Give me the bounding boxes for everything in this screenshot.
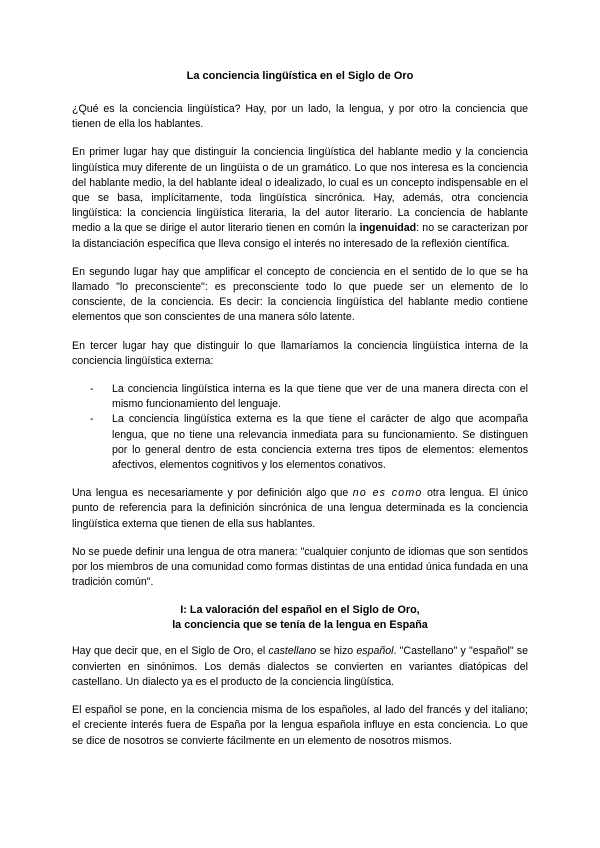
section-heading: [72, 603, 528, 633]
paragraph-espanol: El español se pone, en la conciencia misma de los españoles, al lado del francés y del italiano; el creciente interés fuera de España por la lengua española influye en esta conciencia. Lo que se dice de nosotros se convierte fácilmente en un elemento de nosotros mismos.: [72, 704, 528, 747]
paragraph-first-point-text-end: : no se caracterizan por la distanciación específica que lleva consigo el interés no interesado de la reflexión científica.: [72, 222, 528, 250]
list-item: [90, 412, 528, 473]
dash-list: [72, 382, 528, 473]
paragraph-first-point: [72, 145, 528, 251]
paragraph-second-point: En segundo lugar hay que amplificar el concepto de conciencia en el sentido de lo que se ha llamado "lo preconsciente": es preconsciente todo lo que puede ser un elemento de lo consciente, de la conciencia. Es decir: la conciencia lingüística del hablante medio contiene elementos que son conscientes de una manera sólo latente.: [72, 265, 528, 324]
paragraph-third-point: En tercer lugar hay que distinguir lo que llamaríamos la conciencia lingüística interna de la conciencia lingüística externa:: [72, 339, 528, 367]
paragraph-castellano-text-end: . "Castellano" y "español" se convierten en sinónimos. Los demás dialectos se convierten en variantes diatópicas del castellano. Un dialecto ya es el producto de la conciencia lingüística.: [72, 645, 528, 688]
section-heading-line1: I: La valoración del español en el Siglo de Oro,: [180, 604, 420, 617]
section-heading-line2: la conciencia que se tenía de la lengua en España: [172, 619, 428, 632]
list-item: [90, 382, 528, 412]
list-item-text: La conciencia lingüística externa es la que tiene el carácter de algo que acompaña lengua, que no tiene una relevancia inmediata para su funcionamiento. Se distinguen por lo general dentro de esta conciencia externa tres tipos de elementos: elementos afectivos, elementos cognitivos y los elementos conativos.: [112, 413, 528, 472]
bold-term-ingenuidad: ingenuidad: [359, 222, 417, 235]
paragraph-castellano-text: Hay que decir que, en el Siglo de Oro, el: [72, 645, 266, 658]
paragraph-first-point-text: En primer lugar hay que distinguir la conciencia lingüística del hablante medio y la conciencia lingüística muy diferente de un lingüista o de un gramático. Lo que nos interesa es la conciencia del hablante medio, la del hablante ideal o idealizado, lo cual es un concepto indispensable en el que se basa, implícitamente, toda lingüística sincrónica. Hay, además, otra conciencia lingüística: la conciencia lingüística literaria, la del autor literario. La conciencia de hablante medio a la que se dirige el autor literario tienen en común la: [72, 146, 528, 235]
italic-castellano: castellano: [268, 645, 317, 658]
list-item-text: La conciencia lingüística interna es la que tiene que ver de una manera directa con el mismo funcionamiento del lenguaje.: [112, 383, 528, 411]
document-title: La conciencia lingüística en el Siglo de Oro: [186, 70, 414, 82]
paragraph-castellano: [72, 644, 528, 690]
paragraph-definition: [72, 486, 528, 532]
list-dash: -: [90, 383, 94, 396]
paragraph-quote: No se puede definir una lengua de otra manera: "cualquier conjunto de idiomas que son sentidos por los miembros de una comunidad como formas distintas de una entidad única fundada en una tradición común".: [72, 545, 528, 589]
paragraph-intro: ¿Qué es la conciencia lingüística? Hay, por un lado, la lengua, y por otro la conciencia que tienen de ella los hablantes.: [72, 103, 528, 131]
paragraph-definition-text-end: otra lengua. El único punto de referencia para la definición sincrónica de una lengua determinada es la conciencia lingüística externa que tienen de ella sus hablantes.: [72, 487, 528, 530]
italic-espanol: español: [356, 645, 394, 658]
italic-phrase: no es como: [352, 487, 423, 500]
paragraph-definition-text: Una lengua es necesariamente y por definición algo que: [72, 487, 349, 500]
paragraph-castellano-text-mid: se hizo: [319, 645, 354, 658]
list-dash: -: [90, 413, 94, 426]
